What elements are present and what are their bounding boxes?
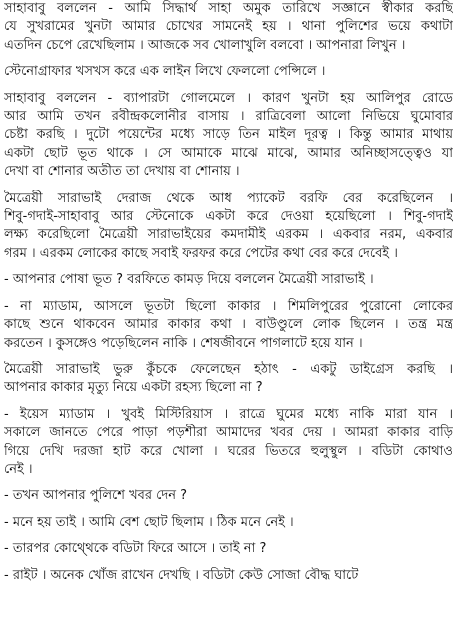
text-line: করতেন । কুসঙ্গেও পড়েছিলেন নাকি । শেষজীবনে পাগলাটে হয়ে যান । xyxy=(4,335,363,351)
text-line: মৈত্রেয়ী সারাভাই ভুরু কুঁচকে ফেলেছেন হঠাৎ - একটু ডাইগ্রেস করছি । xyxy=(4,361,453,377)
text-line: গিয়ে দেখি দরজা হাট করে খোলা । ঘরের ভিতরে হুলুস্থুল । বডিটা কোথাও xyxy=(4,443,453,459)
text-line: - মনে হয় তাই । আমি বেশ ছোট ছিলাম । ঠিক মনে নেই । xyxy=(4,514,294,530)
paragraph xyxy=(4,0,453,55)
text-line: - ইয়েস ম্যাডাম । খুবই মিস্টিরিয়াস । রাত্রে ঘুমের মধ্যে নাকি মারা যান । xyxy=(4,406,453,422)
paragraph xyxy=(4,540,453,558)
text-line: এতদিন চেপে রেখেছিলাম । আজকে সব খোলাখুলি বলবো । আপনারা লিখুন । xyxy=(4,37,406,53)
text-line: শিবু-গদাই-সাহাবাবু আর স্টেনোকে একটা করে দেওয়া হয়েছিলো । শিবু-গদাই xyxy=(4,209,453,225)
paragraph xyxy=(4,406,453,480)
paragraph xyxy=(4,514,453,532)
text-line: যে সুখরামের খুনটা আমার চোখের সামনেই হয় । থানা পুলিশের ভয়ে কথাটা xyxy=(4,19,453,35)
document-body xyxy=(4,0,453,585)
paragraph xyxy=(4,190,453,264)
paragraph xyxy=(4,298,453,353)
text-line: - রাইট । অনেক খোঁজ রাখেন দেখছি । বডিটা কেউ সোজা বৌদ্ধ ঘাটে xyxy=(4,567,359,583)
paragraph xyxy=(4,361,453,398)
paragraph xyxy=(4,271,453,289)
text-line: সাহাবাবু বললেন - ব্যাপারটা গোলমেলে । কারণ খুনটা হয় আলিপুর রোডে xyxy=(4,90,453,106)
paragraph xyxy=(4,90,453,182)
text-line: সাহাবাবু বললেন - আমি সিদ্ধার্থ সাহা অমুক তারিখে সজ্ঞানে স্বীকার করছি xyxy=(4,1,453,16)
text-line: - তখন আপনার পুলিশে খবর দেন ? xyxy=(4,488,188,504)
text-line: স্টেনোগ্রাফার খসখস করে এক লাইন লিখে ফেললো পেন্সিলে । xyxy=(4,64,326,80)
text-line: গরম । এরকম লোকের কাছে সবাই ফরফর করে পেটের কথা বের করে দেবেই । xyxy=(4,245,398,261)
text-line: একটা ছোট ভূত থাকে । সে আমাকে মাঝে মাঝে, আমার অনিচ্ছাসত্ত্বেও যা xyxy=(4,145,453,161)
text-line: নেই । xyxy=(4,461,33,477)
text-line: সকালে জানতে পেরে পাড়া পড়শীরা আমাদের খবর দেয় । আমরা কাকার বাড়ি xyxy=(4,425,453,441)
paragraph xyxy=(4,63,453,81)
text-line: আপনার কাকার মৃত্যু নিয়ে একটা রহস্য ছিলো না ? xyxy=(4,380,263,396)
text-line: মৈত্রেয়ী সারাভাই দেরাজ থেকে আধ প্যাকেট বরফি বের করেছিলেন । xyxy=(4,190,453,206)
text-line: চেষ্টা করছি । দুটো পয়েন্টের মধ্যে সাড়ে তিন মাইল দূরত্ব । কিন্তু আমার মাথায় xyxy=(4,127,453,143)
text-line: - আপনার পোষা ভূত ? বরফিতে কামড় দিয়ে বললেন মৈত্রেয়ী সারাভাই । xyxy=(4,272,374,288)
text-line: কাছে শুনে থাকবেন আমার কাকার কথা । বাউণ্ডুলে লোক ছিলেন । তন্ত্র মন্ত্র xyxy=(4,317,453,333)
text-line: দেখা বা শোনার অতীত তা দেখায় বা শোনায় । xyxy=(4,164,240,180)
text-line: লক্ষ্য করেছিলো মৈত্রেয়ী সারাভাইয়ের কমদামীই এরকম । একবার নরম, একবার xyxy=(4,227,453,243)
paragraph xyxy=(4,567,453,585)
text-line: - তারপর কোথ্থেকে বডিটা ফিরে আসে । তাই না ? xyxy=(4,541,267,557)
paragraph xyxy=(4,487,453,505)
text-line: - না ম্যাডাম, আসলে ভূতটা ছিলো কাকার । শিমলিপুরের পুরোনো লোকের xyxy=(4,298,453,314)
text-line: আর আমি তখন রবীন্দ্রকলোনীর বাসায় । রাত্রিবেলা আলো নিভিয়ে ঘুমোবার xyxy=(4,109,453,125)
